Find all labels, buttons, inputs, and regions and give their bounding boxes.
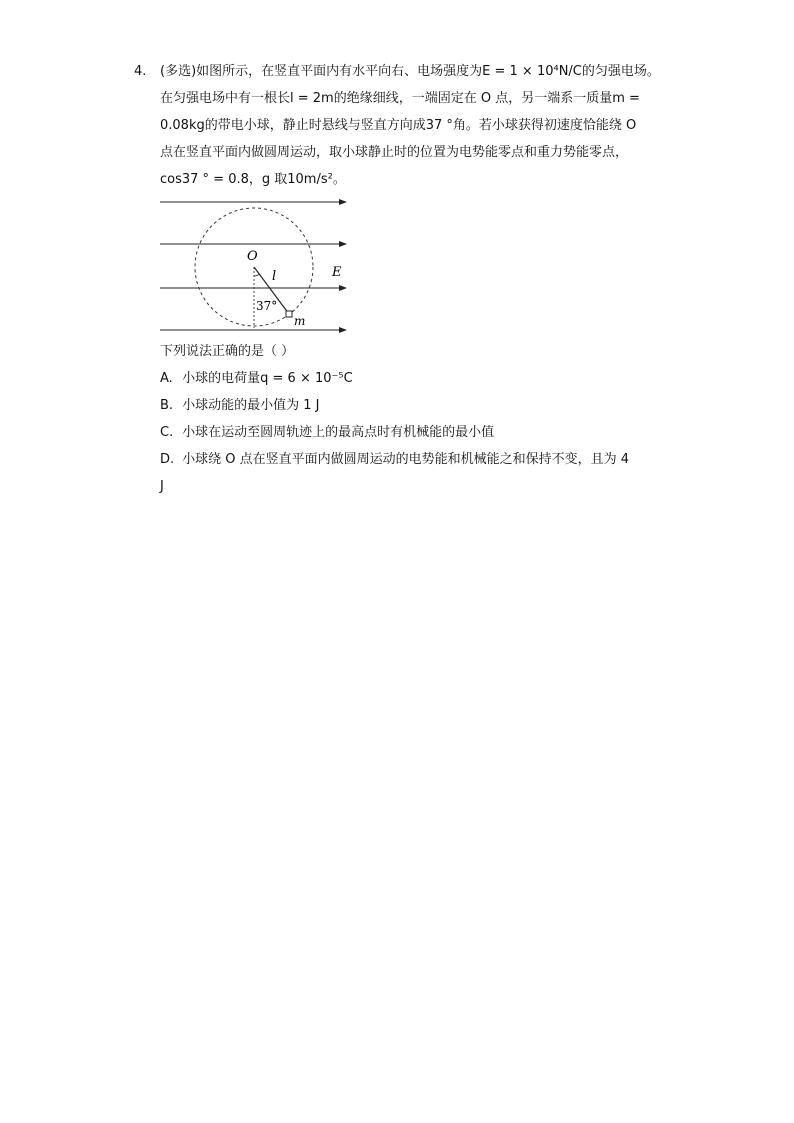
label-e: E (332, 265, 342, 280)
stem-line: 0.08kg的带电小球，静止时悬线与竖直方向成37 °角。若小球获得初速度恰能绕 O (160, 118, 637, 133)
option-a (160, 365, 674, 392)
option-letter: D. (160, 452, 175, 467)
charged-ball (286, 311, 292, 317)
stem-line: cos37 ° = 0.8，g 取10m/s²。 (160, 172, 346, 187)
label-l: l (272, 269, 277, 284)
option-text: 小球在运动至圆周轨迹上的最高点时有机械能的最小值 (182, 425, 495, 440)
stem-line: (多选)如图所示，在竖直平面内有水平向右、电场强度为E = 1 × 10⁴N/C的匀强电场。 (160, 64, 660, 79)
stem-line: 在匀强电场中有一根长l = 2m的绝缘细线，一端固定在 O 点，另一端系一质量m = (160, 91, 640, 106)
option-text: 小球的电荷量q = 6 × 10⁻⁵C (182, 371, 353, 386)
label-m: m (294, 314, 306, 328)
question-stem (160, 58, 674, 193)
question-block (134, 58, 674, 500)
label-angle: 37° (256, 299, 278, 313)
options-list (160, 365, 674, 500)
option-d-continuation: J (160, 479, 164, 494)
angle-arc (254, 274, 259, 276)
electric-field-figure (160, 196, 352, 336)
option-b (160, 392, 674, 419)
option-letter: A. (160, 371, 173, 386)
option-d (160, 446, 674, 473)
option-text: 小球动能的最小值为 1 J (182, 398, 320, 413)
label-o: O (247, 249, 258, 264)
option-letter: B. (160, 398, 174, 413)
option-text: 小球绕 O 点在竖直平面内做圆周运动的电势能和机械能之和保持不变，且为 4 (182, 452, 630, 467)
question-prompt: 下列说法正确的是（ ） (160, 344, 295, 359)
option-c (160, 419, 674, 446)
option-letter: C. (160, 425, 174, 440)
question-number: 4. (134, 64, 147, 79)
stem-line: 点在竖直平面内做圆周运动，取小球静止时的位置为电势能零点和重力势能零点， (160, 145, 629, 160)
